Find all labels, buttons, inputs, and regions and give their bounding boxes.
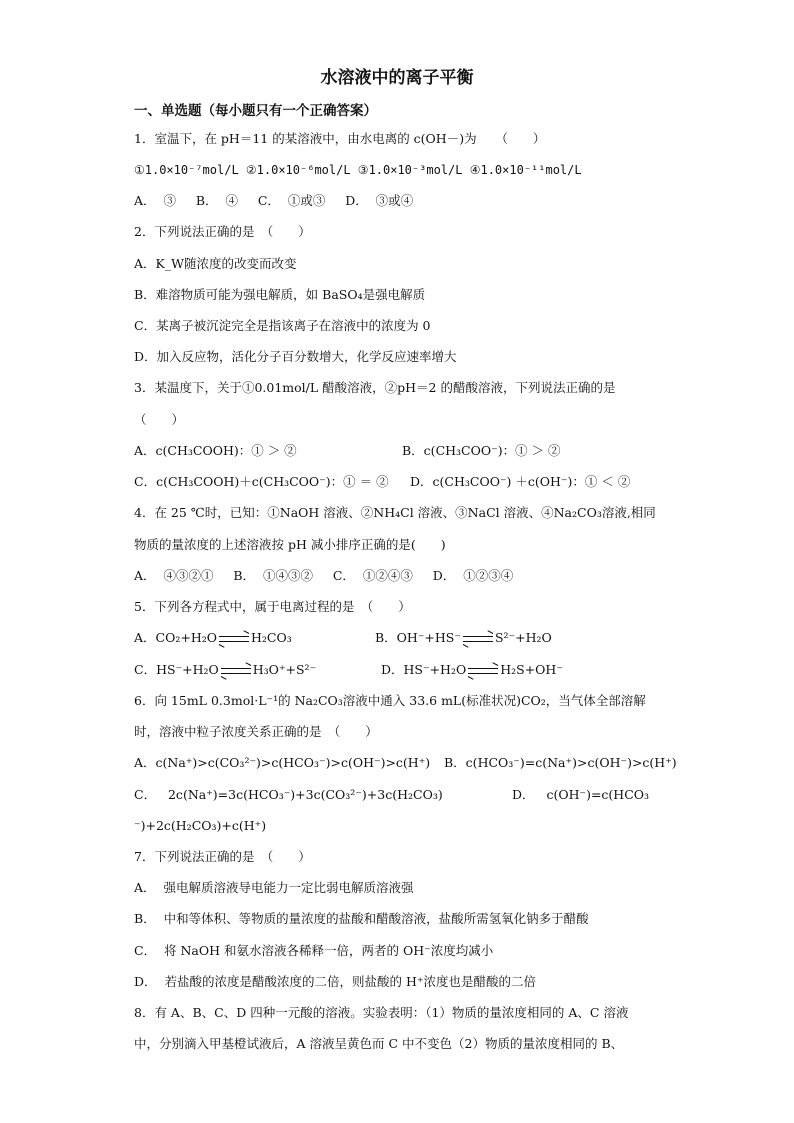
q2-option-a: A．K_W随浓度的改变而改变 (134, 256, 297, 271)
q5-c-reactants: C．HS⁻+H₂O (134, 662, 219, 677)
equilibrium-arrow-icon (468, 666, 498, 676)
q3-option-a: A．c(CH₃COOH)：① ＞ ② (134, 443, 297, 458)
section-heading: 一、单选题（每小题只有一个正确答案） (134, 103, 377, 119)
q2-option-b: B．难溶物质可能为强电解质，如 BaSO₄是强电解质 (134, 287, 426, 302)
equilibrium-arrow-icon (219, 634, 249, 644)
q4-stem-cont: 物质的量浓度的上述溶液按 pH 减小排序正确的是( ) (134, 537, 446, 552)
q6-option-d-cont: ⁻)+2c(H₂CO₃)+c(H⁺) (134, 818, 267, 833)
q4-stem: 4．在 25 ℃时，已知：①NaOH 溶液、②NH₄Cl 溶液、③NaCl 溶液、④Na₂CO₃溶液,相同 (134, 505, 656, 520)
q5-option-b (375, 630, 552, 646)
q3-stem: 3．某温度下，关于①0.01mol/L 醋酸溶液，②pH＝2 的醋酸溶液，下列说法正确的是 (134, 380, 616, 395)
equilibrium-arrow-icon (221, 666, 251, 676)
q5-a-products: H₂CO₃ (250, 630, 292, 645)
q5-b-reactants: B．OH⁻+HS⁻ (375, 630, 461, 645)
page-title: 水溶液中的离子平衡 (320, 68, 474, 88)
q7-option-b: B． 中和等体积、等物质的量浓度的盐酸和醋酸溶液，盐酸所需氢氧化钠多于醋酸 (134, 911, 589, 926)
q7-stem: 7．下列说法正确的是 （ ） (134, 849, 311, 864)
q5-option-a (134, 630, 292, 646)
q5-a-reactants: A．CO₂+H₂O (134, 630, 217, 645)
q3-option-d: D．c(CH₃COO⁻) ＋c(OH⁻)：① ＜ ② (410, 474, 631, 489)
q1-options: A． ③ B． ④ C． ①或③ D． ③或④ (134, 193, 414, 208)
q1-choices: ①1.0×10⁻⁷mol/L ②1.0×10⁻⁶mol/L ③1.0×10⁻³mol/L ④1.0×10⁻¹¹mol/L (134, 163, 582, 177)
q5-d-products: H₂S+OH⁻ (500, 662, 563, 677)
q6-option-a: A．c(Na⁺)>c(CO₃²⁻)>c(HCO₃⁻)>c(OH⁻)>c(H⁺) (134, 755, 431, 770)
q8-stem: 8．有 A、B、C、D 四种一元酸的溶液。实验表明：（1）物质的量浓度相同的 A、C 溶液 (134, 1005, 629, 1020)
q6-stem-cont: 时，溶液中粒子浓度关系正确的是 （ ） (134, 724, 378, 739)
q5-option-d (381, 662, 563, 678)
q7-option-a: A． 强电解质溶液导电能力一定比弱电解质溶液强 (134, 880, 414, 895)
q8-stem-cont: 中，分别滴入甲基橙试液后，A 溶液呈黄色而 C 中不变色（2）物质的量浓度相同的 B、 (134, 1036, 624, 1051)
q1-stem: 1．室温下，在 pH＝11 的某溶液中，由水电离的 c(OH－)为 （ ） (134, 131, 546, 146)
q5-b-products: S²⁻+H₂O (494, 630, 552, 645)
q6-option-b: B．c(HCO₃⁻)=c(Na⁺)>c(OH⁻)>c(H⁺) (444, 755, 677, 770)
q3-option-b: B．c(CH₃COO⁻)：① ＞ ② (402, 443, 561, 458)
q2-option-c: C．某离子被沉淀完全是指该离子在溶液中的浓度为 0 (134, 318, 431, 333)
q5-option-c (134, 662, 316, 678)
q3-stem-cont: （ ） (134, 412, 185, 427)
equilibrium-arrow-icon (463, 634, 493, 644)
q3-option-c: C．c(CH₃COOH)＋c(CH₃COO⁻)：① ＝ ② (134, 474, 389, 489)
q2-stem: 2．下列说法正确的是 （ ） (134, 224, 311, 239)
q2-option-d: D．加入反应物，活化分子百分数增大，化学反应速率增大 (134, 349, 457, 364)
q6-option-d: D． c(OH⁻)=c(HCO₃ (512, 787, 650, 802)
q6-option-c: C． 2c(Na⁺)=3c(HCO₃⁻)+3c(CO₃²⁻)+3c(H₂CO₃) (134, 787, 443, 802)
q5-d-reactants: D．HS⁻+H₂O (381, 662, 467, 677)
q7-option-d: D． 若盐酸的浓度是醋酸浓度的二倍，则盐酸的 H⁺浓度也是醋酸的二倍 (134, 974, 536, 989)
q5-c-products: H₃O⁺+S²⁻ (252, 662, 317, 677)
q5-stem: 5．下列各方程式中，属于电离过程的是 （ ） (134, 599, 411, 614)
q4-options: A． ④③②① B． ①④③② C． ①②④③ D． ①②③④ (134, 568, 514, 583)
q7-option-c: C． 将 NaOH 和氨水溶液各稀释一倍，两者的 OH⁻浓度均减小 (134, 943, 494, 958)
q6-stem: 6．向 15mL 0.3mol·L⁻¹的 Na₂CO₃溶液中通入 33.6 mL(标准状况)CO₂，当气体全部溶解 (134, 693, 646, 708)
